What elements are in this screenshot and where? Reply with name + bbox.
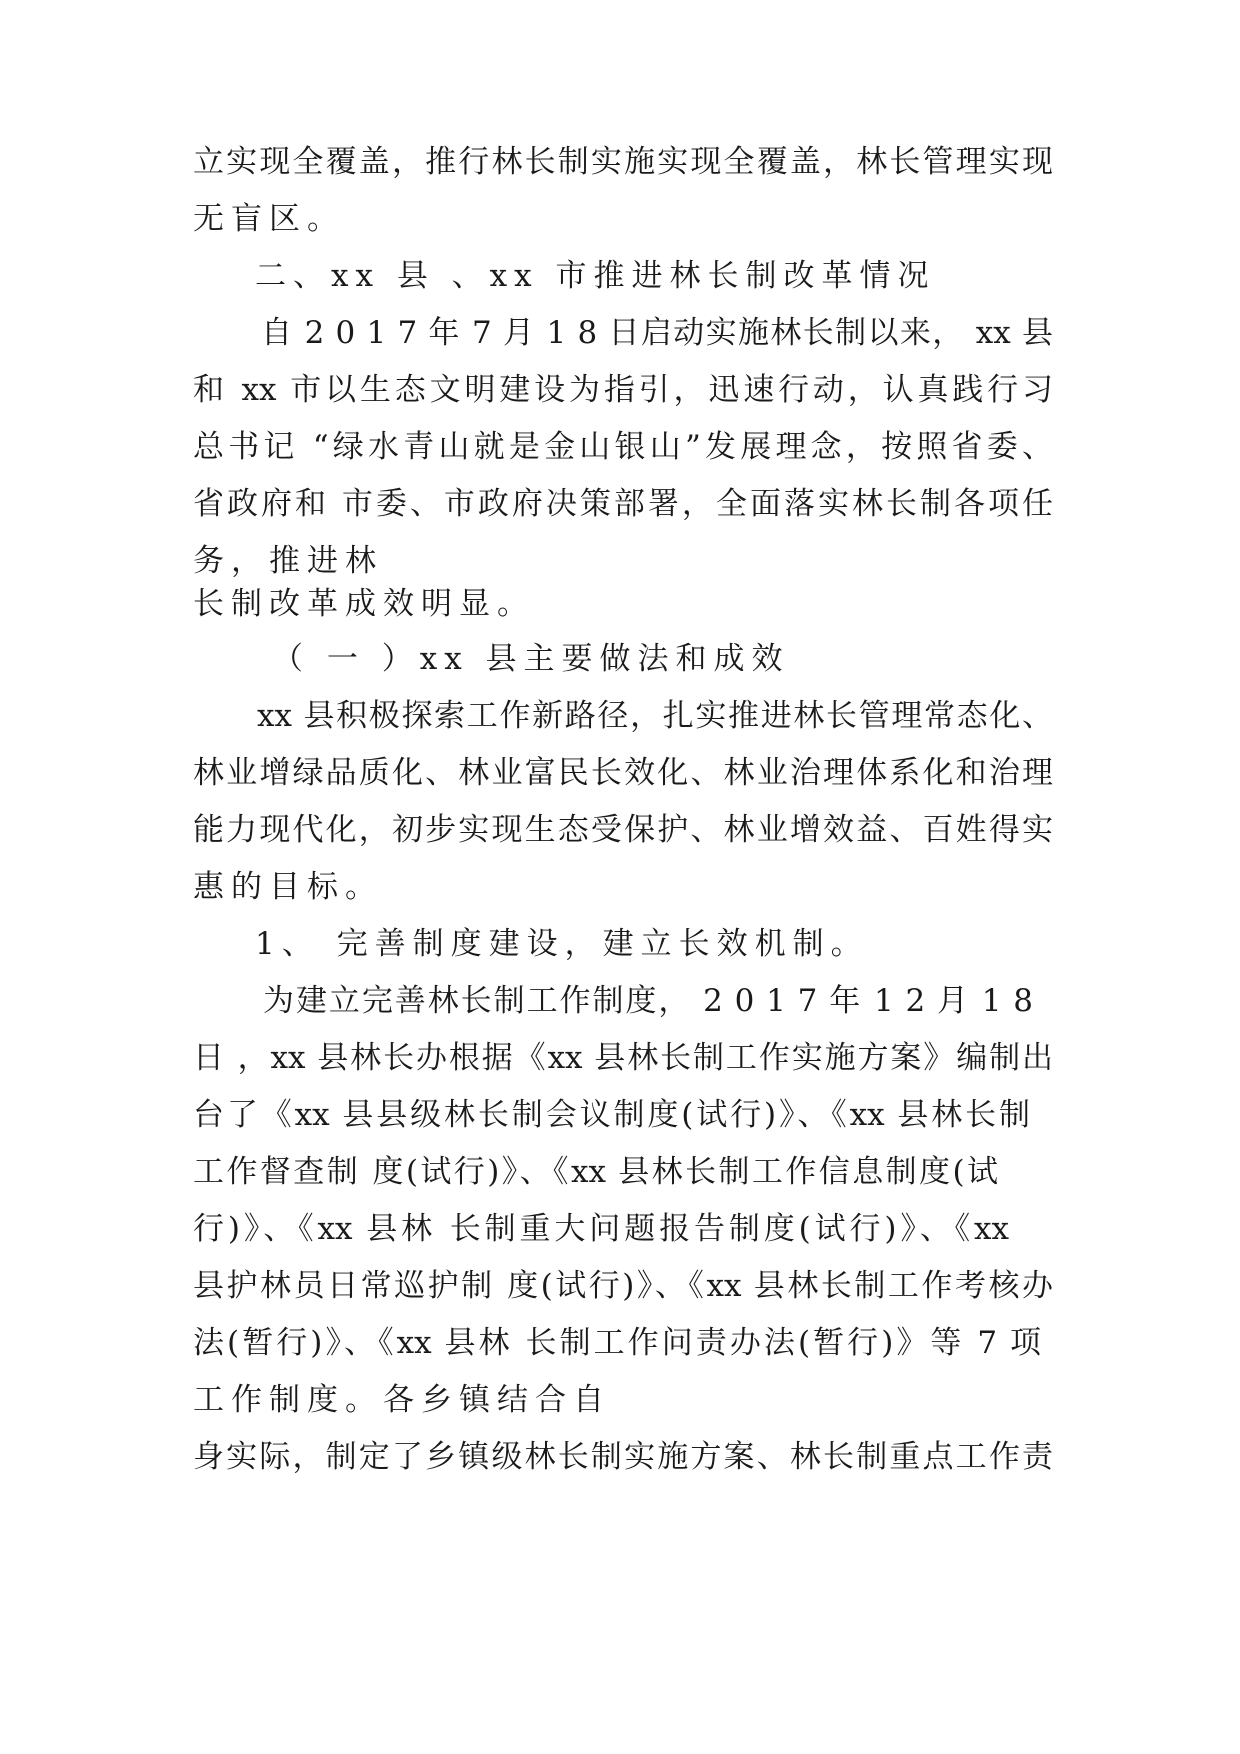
text-line: 工作制度。各乡镇结合自 bbox=[193, 1382, 611, 1418]
text-line: 无盲区。 bbox=[193, 201, 345, 237]
text-line: 县护林员日常巡护制 度(试行)》、《xx 县林长制工作考核办 bbox=[193, 1268, 1053, 1304]
text-line: 长制改革成效明显。 bbox=[193, 586, 535, 622]
text-line: 为建立完善林长制工作制度， 2 0 1 7 年 1 2 月 1 8 bbox=[263, 983, 1033, 1019]
text-line: 台了《xx 县县级林长制会议制度(试行)》、《xx 县林长制 bbox=[193, 1097, 1030, 1133]
text-line: 能力现代化，初步实现生态受保护、林业增效益、百姓得实 bbox=[193, 812, 1053, 848]
text-line: 惠的目标。 bbox=[193, 869, 383, 905]
text-line: 和 xx 市以生态文明建设为指引，迅速行动，认真践行习 bbox=[193, 372, 1053, 408]
text-line: 务，推进林 bbox=[193, 543, 383, 579]
text-line: 总书记 “绿水青山就是金山银山”发展理念，按照省委、 bbox=[193, 429, 1053, 465]
text-line: 林业增绿品质化、林业富民长效化、林业治理体系化和治理 bbox=[193, 755, 1053, 791]
text-line: 行)》、《xx 县林 长制重大问题报告制度(试行)》、《xx bbox=[193, 1211, 1009, 1247]
text-line: 立实现全覆盖，推行林长制实施实现全覆盖，林长管理实现 bbox=[193, 144, 1053, 180]
text-line: 身实际，制定了乡镇级林长制实施方案、林长制重点工作责 bbox=[193, 1439, 1053, 1475]
text-line: 自 2 0 1 7 年 7 月 1 8 日启动实施林长制以来， xx 县 bbox=[261, 315, 1053, 351]
text-line: xx 县积极探索工作新路径，扎实推进林长管理常态化、 bbox=[257, 698, 1053, 734]
text-line: 工作督查制 度(试行)》、《xx 县林长制工作信息制度(试 bbox=[193, 1154, 998, 1190]
subsection-heading: （ 一 ）xx 县主要做法和成效 bbox=[272, 641, 790, 677]
text-line: 法(暂行)》、《xx 县林 长制工作问责办法(暂行)》等 7 项 bbox=[193, 1325, 1041, 1361]
numbered-heading: 1、 完善制度建设，建立长效机制。 bbox=[255, 926, 869, 962]
text-line: 省政府和 市委、市政府决策部署，全面落实林长制各项任 bbox=[193, 486, 1053, 522]
text-line: 日 ，xx 县林长办根据《xx 县林长制工作实施方案》编制出 bbox=[193, 1040, 1053, 1076]
section-heading: 二、xx 县 、xx 市推进林长制改革情况 bbox=[255, 258, 936, 294]
